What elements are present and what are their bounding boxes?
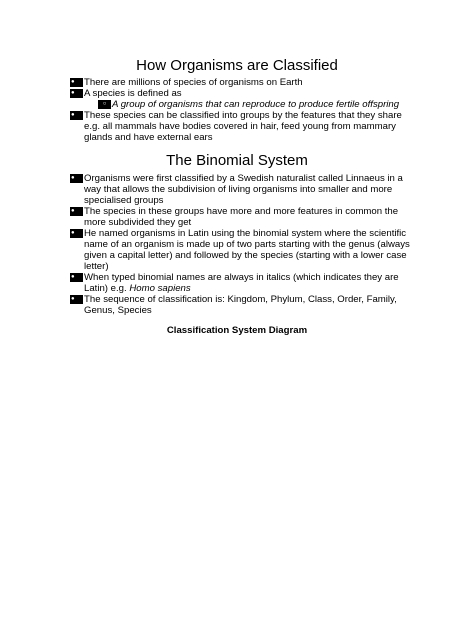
bullet-icon: ●	[70, 111, 83, 120]
diagram-caption: Classification System Diagram	[166, 325, 308, 336]
bullet-icon: ●	[70, 89, 83, 98]
list-item	[70, 173, 420, 206]
list-item-text: There are millions of species of organisms on Earth	[84, 77, 303, 88]
list-item-text: These species can be classified into groups by the features that they share e.g. all mammals have bodies covered in hair, feed young from mammary glands and have external ears	[84, 110, 402, 143]
list-item-text: Organisms were first classified by a Swedish naturalist called Linnaeus in a way that allows the subdivision of living organisms into smaller and more specialised groups	[84, 173, 403, 206]
bullet-icon: ●	[70, 295, 83, 304]
list-item-text: A species is defined as	[84, 88, 182, 99]
section-title-classification: How Organisms are Classified	[136, 57, 338, 74]
list-item-text: When typed binomial names are always in italics (which indicates they are Latin) e.g.	[84, 272, 399, 294]
list-item-text: The species in these groups have more and more features in common the more subdivided they get	[84, 206, 399, 228]
list-item	[70, 110, 420, 143]
classification-bullet-list	[70, 77, 420, 143]
hollow-bullet-icon: ○	[98, 100, 111, 109]
species-definition-text: A group of organisms that can reproduce to produce fertile offspring	[112, 99, 400, 110]
list-item-text: The sequence of classification is: Kingdom, Phylum, Class, Order, Family, Genus, Species	[84, 294, 397, 316]
section-title-binomial-system: The Binomial System	[166, 152, 308, 169]
bullet-icon: ●	[70, 229, 83, 238]
list-item-text: He named organisms in Latin using the binomial system where the scientific name of an organism is made up of two parts starting with the genus (always given a capital letter) and followed by the species (starting with a lower case letter)	[84, 228, 410, 272]
list-item	[70, 228, 420, 272]
list-item	[70, 294, 420, 316]
list-item	[70, 77, 420, 88]
bullet-icon: ●	[70, 174, 83, 183]
list-item	[70, 88, 420, 99]
sub-list-item	[70, 99, 420, 110]
binomial-bullet-list	[70, 173, 420, 316]
bullet-icon: ●	[70, 78, 83, 87]
list-item	[70, 272, 420, 294]
list-item	[70, 206, 420, 228]
binomial-example-name: Homo sapiens	[129, 283, 191, 294]
bullet-icon: ●	[70, 273, 83, 282]
bullet-icon: ●	[70, 207, 83, 216]
